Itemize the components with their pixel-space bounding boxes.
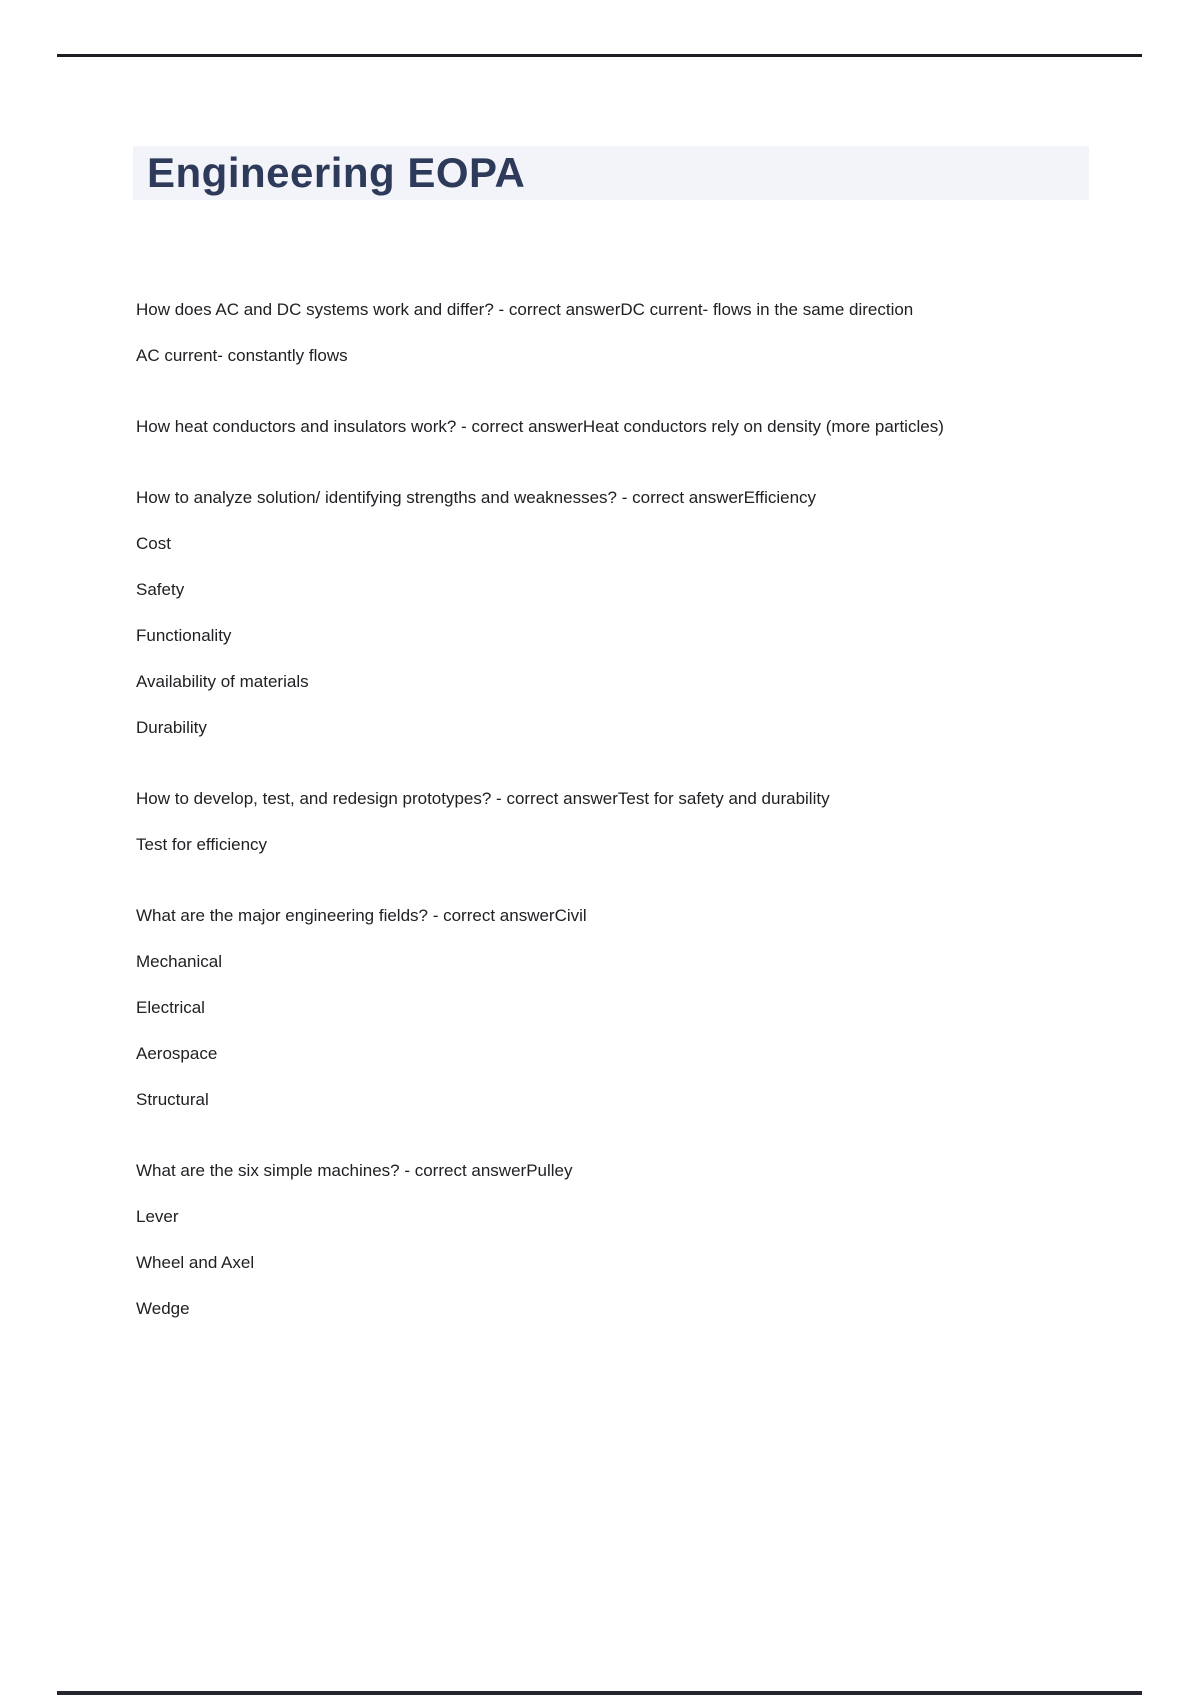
qa-answer-line: Safety [136, 580, 185, 599]
qa-answer-line: Structural [136, 1090, 209, 1109]
qa-answer-line: Durability [136, 718, 207, 737]
qa-content [136, 295, 1092, 1365]
qa-question-line: What are the major engineering fields? - correct answerCivil [136, 906, 587, 925]
qa-answer-line: Availability of materials [136, 672, 309, 691]
qa-question-line: How to develop, test, and redesign prototypes? - correct answerTest for safety and durability [136, 789, 830, 808]
qa-question-line: How to analyze solution/ identifying strengths and weaknesses? - correct answerEfficiency [136, 488, 817, 507]
qa-question-line: How does AC and DC systems work and differ? - correct answerDC current- flows in the same direction [136, 300, 914, 319]
qa-answer-line: Lever [136, 1207, 179, 1226]
bottom-rule [57, 1691, 1142, 1695]
qa-block [136, 483, 1092, 742]
qa-answer-line: Electrical [136, 998, 205, 1017]
top-rule [57, 54, 1142, 57]
qa-answer-line: Aerospace [136, 1044, 218, 1063]
qa-question-line: How heat conductors and insulators work? - correct answerHeat conductors rely on density (more particles) [136, 417, 944, 436]
qa-block [136, 1156, 1092, 1323]
qa-answer-line: AC current- constantly flows [136, 346, 348, 365]
qa-answer-line: Cost [136, 534, 171, 553]
qa-answer-line: Mechanical [136, 952, 222, 971]
qa-question-line: What are the six simple machines? - correct answerPulley [136, 1161, 573, 1180]
qa-answer-line: Test for efficiency [136, 835, 268, 854]
qa-block [136, 412, 1092, 441]
title-band [133, 146, 1089, 200]
qa-answer-line: Functionality [136, 626, 232, 645]
qa-block [136, 784, 1092, 859]
qa-block [136, 295, 1092, 370]
page-title: Engineering EOPA [147, 149, 526, 196]
qa-block [136, 901, 1092, 1114]
qa-answer-line: Wheel and Axel [136, 1253, 255, 1272]
qa-answer-line: Wedge [136, 1299, 190, 1318]
